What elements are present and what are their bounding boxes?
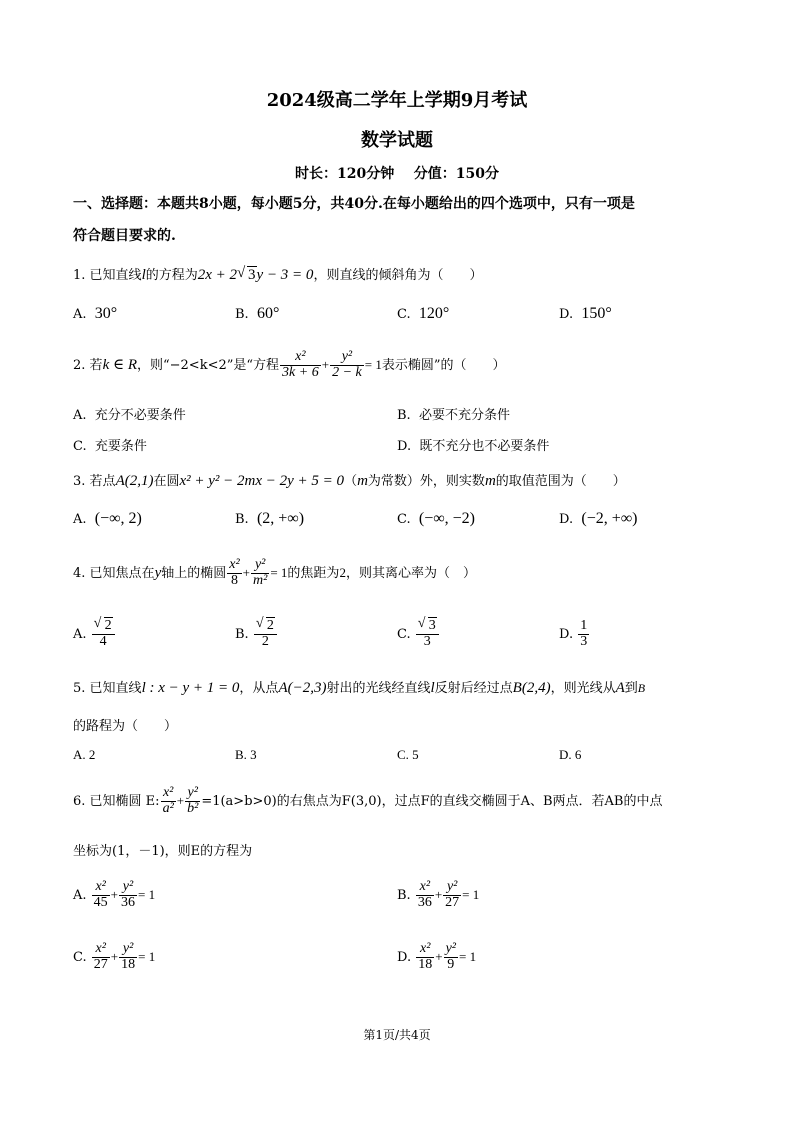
exam-meta: 时长：120分钟 分值：150分 bbox=[295, 166, 499, 182]
question-number: 1. bbox=[73, 268, 86, 283]
q5-option-a[interactable]: A. 2 bbox=[73, 747, 96, 762]
q1-option-c[interactable]: C. 120° bbox=[397, 305, 450, 322]
q5-option-c[interactable]: C. 5 bbox=[397, 747, 419, 762]
q3-option-c[interactable]: C. (−∞, −2) bbox=[397, 510, 475, 527]
exam-subtitle: 数学试题 bbox=[361, 130, 433, 151]
q6-option-d[interactable]: D. $\frac{\text{x²}}{18}$ + $\frac{\text{y²}}{9}$ = 1 bbox=[397, 941, 477, 972]
q6-option-b[interactable]: B. $\frac{\text{x²}}{36}$ + $\frac{\text{y²}}{27}$ = 1 bbox=[397, 879, 480, 910]
q2-option-c[interactable]: C. 充要条件 bbox=[73, 439, 147, 454]
question-1: 1. 已知直线l的方程为2x + 2√ 3y − 3 = 0，则直线的倾斜角为（ ） bbox=[73, 264, 482, 284]
q6-option-c[interactable]: C. $\frac{\text{x²}}{27}$ + $\frac{\text{y²}}{18}$ = 1 bbox=[73, 941, 156, 972]
section-heading-line2: 符合题目要求的. bbox=[73, 228, 176, 244]
section-heading-line1: 一、选择题：本题共8小题，每小题5分，共40分.在每小题给出的四个选项中，只有一项是 bbox=[73, 196, 635, 212]
q4-option-b[interactable]: B. √ $\frac{2}{2}$ bbox=[235, 615, 278, 655]
q3-option-d[interactable]: D. (−2, +∞) bbox=[559, 510, 638, 527]
q1-option-a[interactable]: A. 30° bbox=[73, 305, 118, 322]
question-6-line2: 坐标为(1，－1)，则E的方程为 bbox=[73, 844, 253, 859]
q5-option-b[interactable]: B. 3 bbox=[235, 747, 257, 762]
question-5: 5. 已知直线l : x − y + 1 = 0，从点A(−2,3)射出的光线经直线l反射后经过点B(2,4)，则光线从A到B bbox=[73, 680, 646, 696]
q2-option-a[interactable]: A. 充分不必要条件 bbox=[73, 408, 186, 423]
question-4: 4. 已知焦点在y轴上的椭圆 $\frac{\text{x²}}{8}$ + $\frac{\text{y²}}{\text{m²}}$ = 1的焦距为2，则其离心率为（ ） bbox=[73, 557, 476, 588]
q2-option-b[interactable]: B. 必要不充分条件 bbox=[397, 408, 510, 423]
q2-option-d[interactable]: D. 既不充分也不必要条件 bbox=[397, 439, 550, 454]
q6-option-a[interactable]: A. $\frac{\text{x²}}{45}$ + $\frac{\text{y²}}{36}$ = 1 bbox=[73, 879, 156, 910]
line-equation: 2x + 2√ 3y − 3 = 0 bbox=[198, 267, 314, 283]
q3-option-b[interactable]: B. (2, +∞) bbox=[235, 510, 305, 527]
q4-option-d[interactable]: D. $\frac{1}{3}$ bbox=[559, 618, 588, 649]
q3-option-a[interactable]: A. (−∞, 2) bbox=[73, 510, 142, 527]
exam-title: 2024级高二学年上学期9月考试 bbox=[266, 90, 528, 111]
q4-option-a[interactable]: A. √ $\frac{2}{4}$ bbox=[73, 615, 116, 655]
question-3: 3. 若点A(2,1)在圆x² + y² − 2mx − 2y + 5 = 0（m为常数）外，则实数m的取值范围为（ ） bbox=[73, 473, 626, 489]
q5-option-d[interactable]: D. 6 bbox=[559, 747, 582, 762]
question-2: 2. 若k ∈ R，则“−2<k<2”是“方程 $\frac{\text{x²}}{3k + 6}$ + $\frac{\text{y²}}{2 - k}$ = 1表示椭圆”的（ ） bbox=[73, 349, 506, 380]
q4-option-c[interactable]: C. √ $\frac{3}{3}$ bbox=[397, 615, 440, 655]
q1-option-d[interactable]: D. 150° bbox=[559, 305, 612, 322]
question-5-line2: 的路程为（ ） bbox=[73, 719, 178, 734]
question-6: 6. 已知椭圆 E: $\frac{\text{x²}}{\text{a²}}$ + $\frac{\text{y²}}{\text{b²}}$ =1(a>b>0)的右焦点为F(3,0)，过点F的直线交椭圆于A、B两点．若AB的中点 bbox=[73, 785, 663, 816]
page-footer: 第1页/共4页 bbox=[363, 1028, 431, 1042]
q1-option-b[interactable]: B. 60° bbox=[235, 305, 280, 322]
